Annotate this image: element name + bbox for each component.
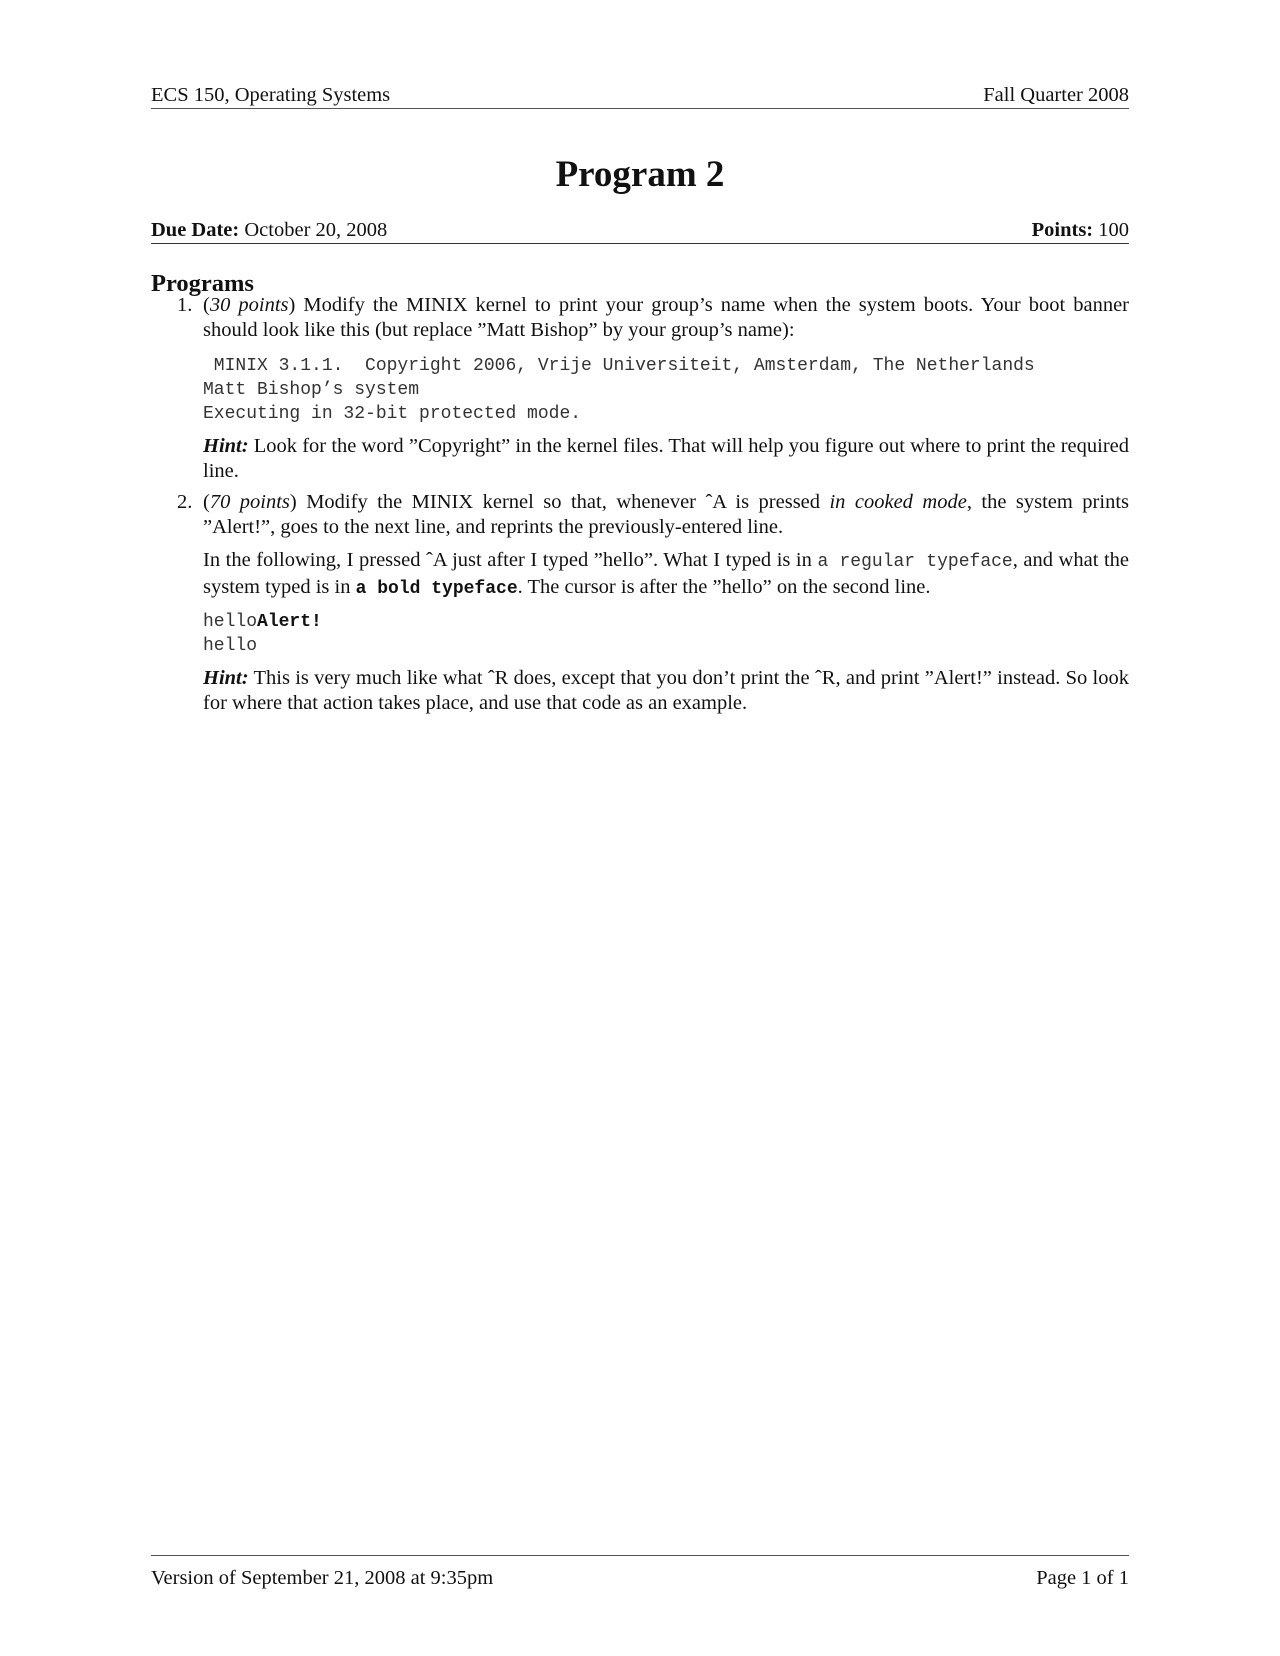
points-value: 100: [1098, 219, 1129, 241]
bold-typeface-sample: a bold typeface: [355, 579, 518, 599]
item-body: [203, 490, 1129, 716]
hint-label: Hint:: [203, 667, 249, 689]
code-line: hello: [203, 636, 258, 656]
page-number: Page 1 of 1: [1036, 1567, 1129, 1589]
points-label: Points:: [1031, 219, 1094, 241]
paren-open: (: [203, 491, 210, 513]
explanation-text: . The cursor is after the ”hello” on the second line.: [517, 576, 931, 598]
due-date-value: October 20, 2008: [244, 219, 388, 241]
hint-text: Look for the word ”Copyright” in the kernel files. That will help you figure out where to print the required line.: [203, 435, 1129, 482]
term: Fall Quarter 2008: [983, 84, 1129, 106]
example-explanation: [203, 548, 1129, 602]
code-line: [203, 610, 1129, 634]
due-date: [151, 219, 387, 241]
version-info: Version of September 21, 2008 at 9:35pm: [151, 1567, 494, 1589]
item-points: 70 points: [209, 491, 290, 513]
due-date-label: Due Date:: [151, 219, 240, 241]
regular-typeface-sample: a regular typeface: [817, 552, 1013, 572]
boot-banner-example: [203, 354, 1129, 426]
explanation-text: In the following, I pressed ˆA just after I typed ”hello”. What I typed is in: [203, 549, 818, 571]
hint-label: Hint:: [203, 435, 249, 457]
running-header: [151, 84, 1129, 109]
item-number: 2.: [177, 491, 193, 513]
assignment-meta: [151, 219, 1129, 244]
item-body: [203, 293, 1129, 484]
paren-open: (: [203, 294, 210, 316]
code-line: Executing in 32-bit protected mode.: [203, 404, 582, 424]
course-name: ECS 150, Operating Systems: [151, 84, 391, 106]
item-points: 30 points: [209, 294, 289, 316]
code-line: Matt Bishop’s system: [203, 380, 420, 400]
item-text: Modify the MINIX kernel to print your group’s name when the system boots. Your boot banner should look like this (but replace ”Matt Bishop” by your group’s name):: [203, 294, 1129, 341]
points: [1032, 219, 1129, 241]
item-text: , the system prints ”Alert!”, goes to the next line, and reprints the previously-entered line.: [203, 491, 1130, 538]
code-line: MINIX 3.1.1. Copyright 2006, Vrije Universiteit, Amsterdam, The Netherlands: [203, 356, 1035, 376]
typed-text: hello: [203, 612, 258, 632]
hint: [203, 434, 1129, 484]
item-text: Modify the MINIX kernel so that, whenever ˆA is pressed: [296, 491, 830, 513]
item-description: [203, 490, 1129, 540]
page-title: Program 2: [555, 154, 725, 195]
emphasis: in cooked mode: [829, 491, 967, 513]
explanation-text: , and what the system typed is in: [203, 549, 1130, 598]
paren-close: ): [288, 294, 296, 316]
hint: [203, 666, 1129, 716]
running-footer: [151, 1555, 1129, 1590]
alert-example: [203, 610, 1129, 658]
paren-close: ): [289, 491, 297, 513]
section-heading: Programs: [151, 270, 254, 297]
system-text: Alert!: [257, 612, 322, 632]
hint-text: This is very much like what ˆR does, except that you don’t print the ˆR, and print ”Alert!” instead. So look for where that action takes place, and use that code as an example.: [203, 667, 1129, 714]
item-number: 1.: [177, 294, 193, 316]
item-description: [203, 293, 1129, 343]
